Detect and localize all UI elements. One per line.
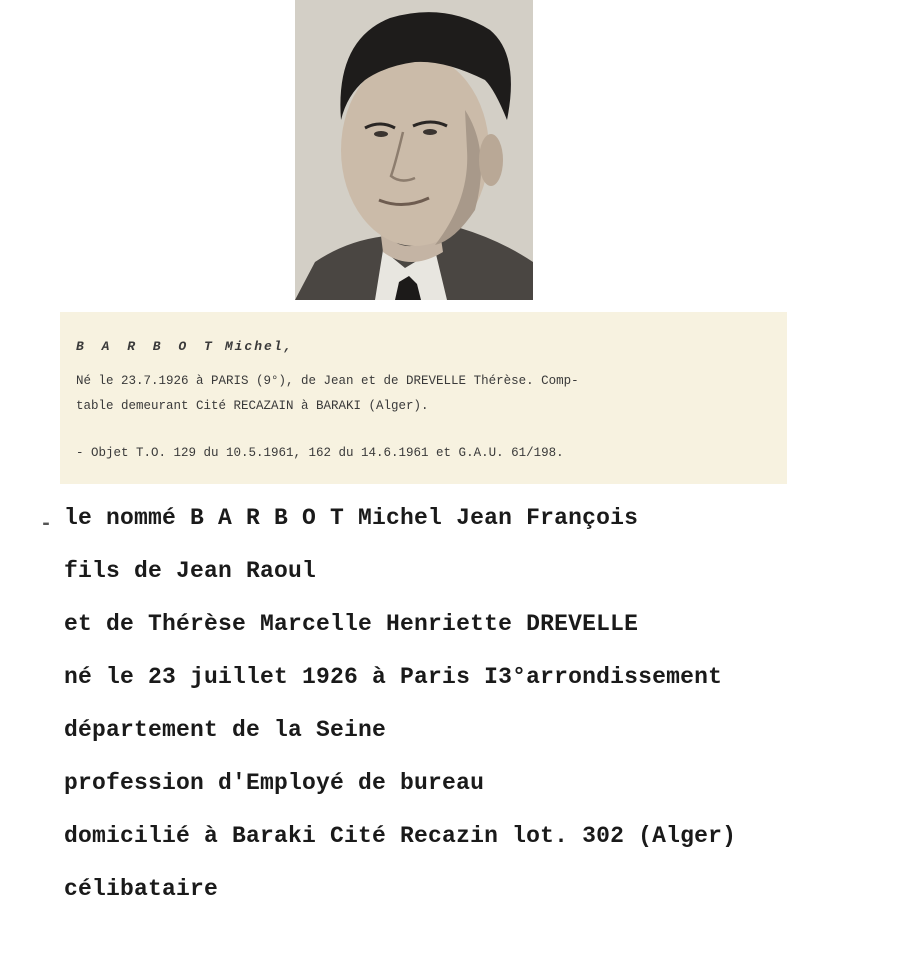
card-given-name: Michel,: [224, 339, 294, 354]
typed-line-father: fils de Jean Raoul: [64, 558, 317, 584]
typed-line-profession: profession d'Employé de bureau: [64, 770, 485, 796]
card-name: [76, 339, 293, 354]
typed-line-birth: né le 23 juillet 1926 à Paris I3°arrondissement: [64, 664, 723, 690]
typed-line-mother: et de Thérèse Marcelle Henriette DREVELLE: [64, 611, 639, 637]
index-card: [60, 312, 787, 484]
card-reference-line: - Objet T.O. 129 du 10.5.1961, 162 du 14.6.1961 et G.A.U. 61/198.: [76, 446, 564, 460]
card-birth-line: Né le 23.7.1926 à PARIS (9°), de Jean et de DREVELLE Thérèse. Comp-: [76, 374, 579, 388]
typed-line-address: domicilié à Baraki Cité Recazin lot. 302 (Alger): [64, 823, 737, 849]
typed-line-department: département de la Seine: [64, 717, 387, 743]
portrait-photo: [295, 0, 533, 300]
margin-mark: -: [40, 513, 53, 536]
card-surname: B A R B O T: [76, 339, 217, 354]
typed-line-status: célibataire: [64, 876, 219, 902]
typed-line-name: le nommé B A R B O T Michel Jean François: [64, 505, 639, 531]
card-address-line: table demeurant Cité RECAZAIN à BARAKI (Alger).: [76, 399, 429, 413]
